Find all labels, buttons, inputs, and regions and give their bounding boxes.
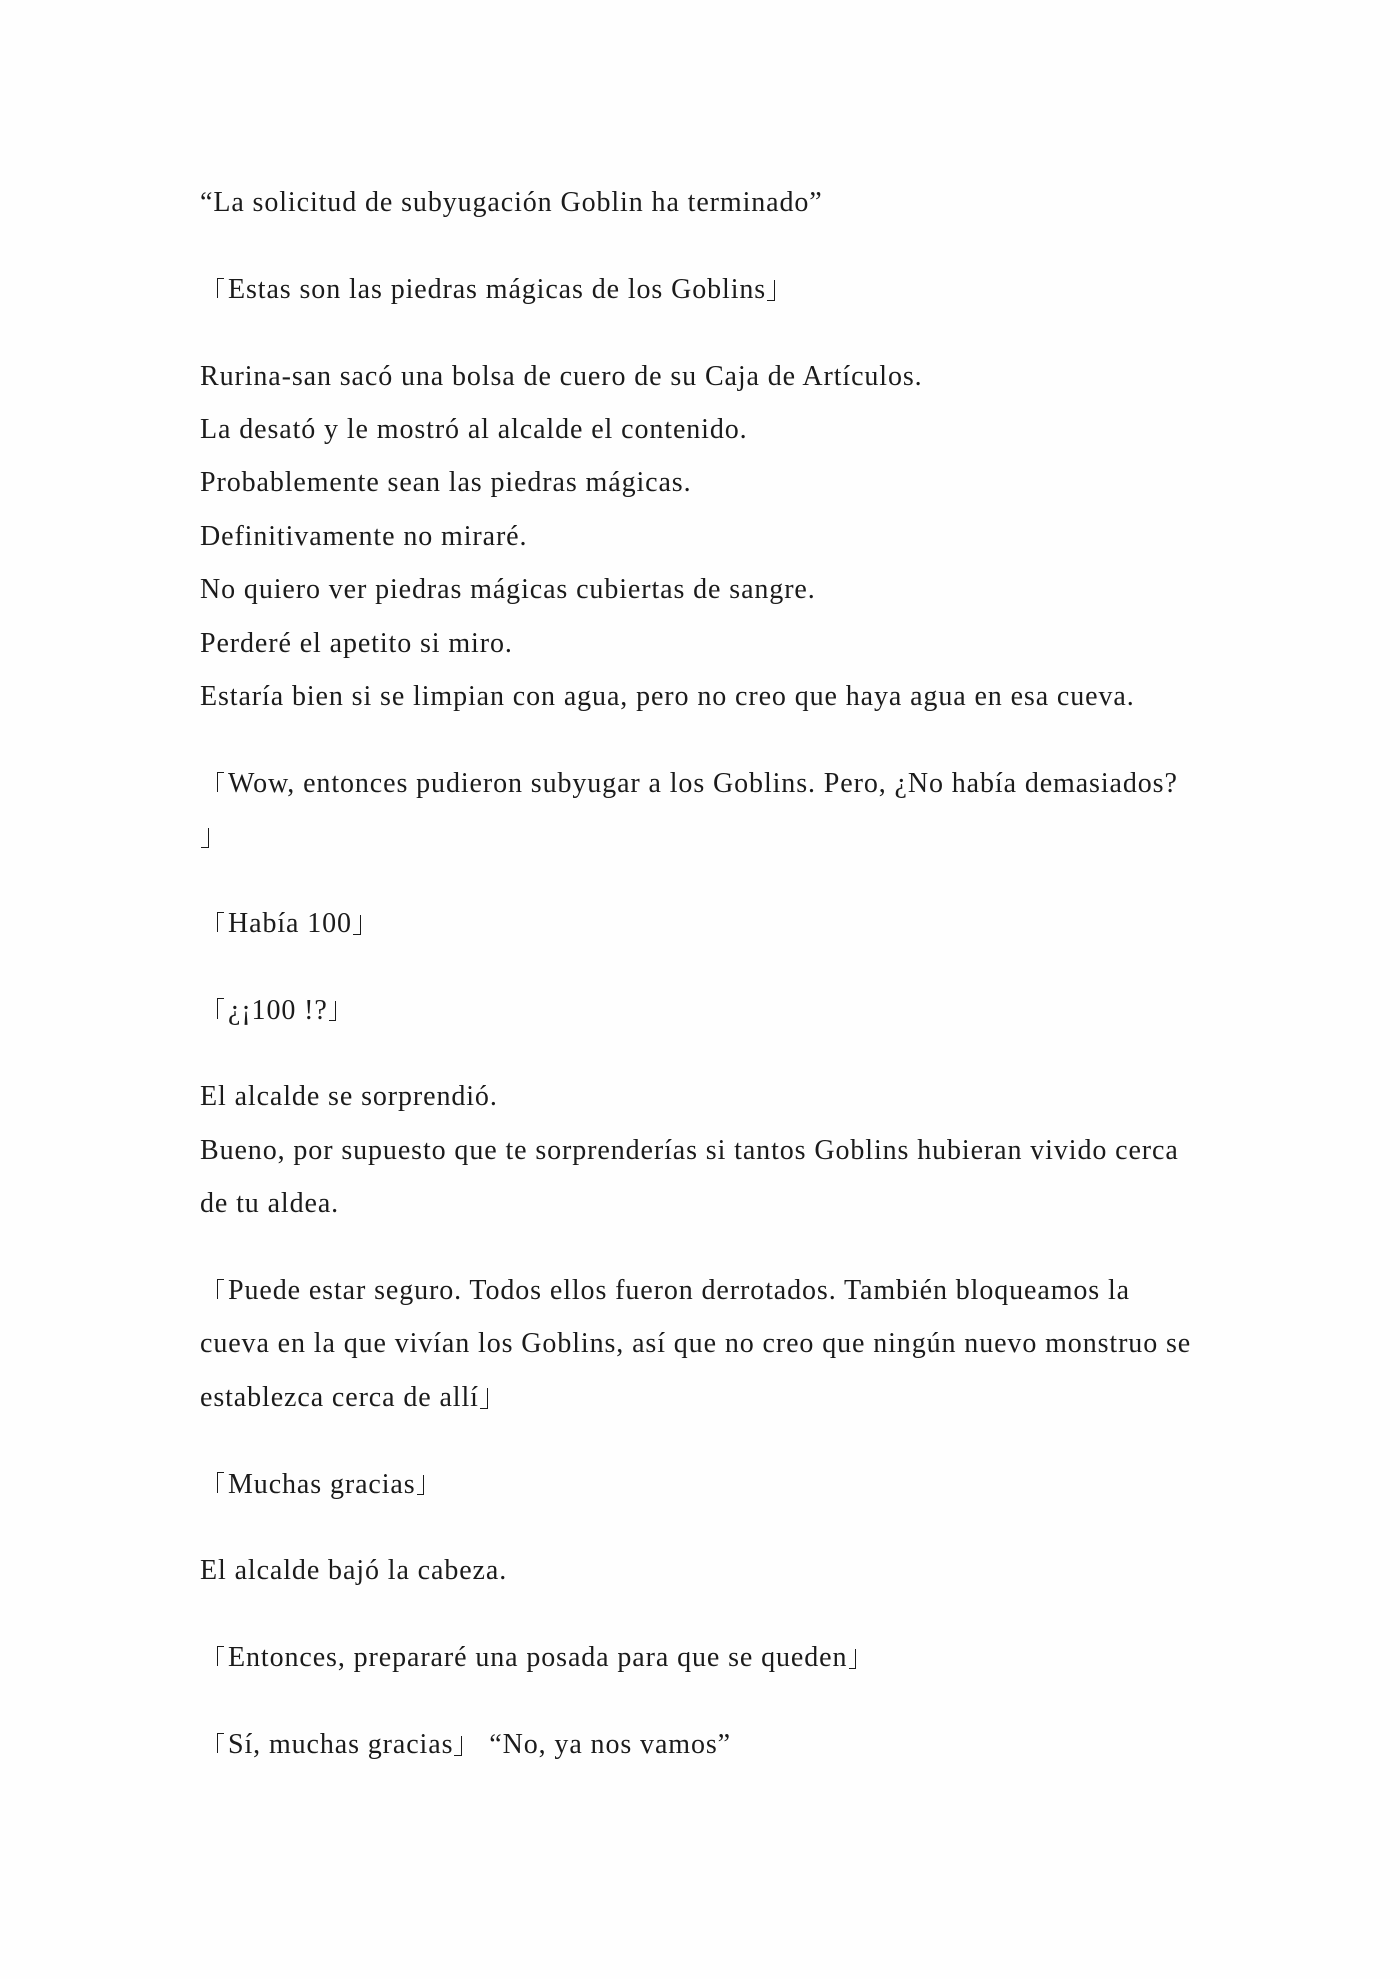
close-corner-bracket [352, 915, 380, 935]
narration-block [200, 1070, 1400, 1230]
open-corner-bracket [200, 278, 228, 298]
dialogue-line: ¿¡100 !? [200, 984, 1400, 1037]
narration-block [200, 350, 1400, 724]
dialogue-block [200, 984, 1400, 1037]
narration-line: El alcalde bajó la cabeza. [200, 1555, 508, 1587]
narration-line: Perderé el apetito si miro. [200, 627, 513, 659]
dialogue-line [200, 810, 1400, 863]
close-corner-bracket [766, 280, 794, 300]
dialogue-line: Puede estar seguro. Todos ellos fueron derrotados. También bloqueamos la [200, 1264, 1400, 1317]
dialogue-line: Wow, entonces pudieron subyugar a los Goblins. Pero, ¿No había demasiados? [200, 757, 1400, 810]
dialogue-line: “La solicitud de subyugación Goblin ha terminado” [200, 187, 823, 218]
dialogue-line: Había 100 [200, 897, 1400, 950]
narration-block [200, 1544, 1400, 1597]
narration-line: Bueno, por supuesto que te sorprenderías si tantos Goblins hubieran vivido cerca [200, 1134, 1179, 1166]
close-corner-bracket [453, 1736, 481, 1756]
dialogue-block [200, 1631, 1400, 1684]
dialogue-block [200, 757, 1400, 864]
narration-line: El alcalde se sorprendió. [200, 1081, 498, 1113]
open-corner-bracket [200, 1472, 228, 1492]
narration-line: La desató y le mostró al alcalde el contenido. [200, 413, 748, 445]
dialogue-block [200, 263, 1400, 316]
narration-line: Estaría bien si se limpian con agua, pero no creo que haya agua en esa cueva. [200, 680, 1135, 712]
open-corner-bracket [200, 1733, 228, 1753]
dialogue-line: Estas son las piedras mágicas de los Goblins [200, 263, 1400, 316]
dialogue-line: Sí, muchas gracias “No, ya nos vamos” [200, 1718, 1400, 1771]
close-corner-bracket [200, 828, 228, 848]
dialogue-block [200, 176, 1400, 229]
dialogue-block [200, 897, 1400, 950]
narration-line: de tu aldea. [200, 1188, 340, 1220]
dialogue-block [200, 1718, 1400, 1771]
open-corner-bracket [200, 912, 228, 932]
open-corner-bracket [200, 772, 228, 792]
narration-line: Probablemente sean las piedras mágicas. [200, 467, 692, 499]
dialogue-line: Entonces, prepararé una posada para que se queden [200, 1631, 1400, 1684]
close-corner-bracket [416, 1475, 444, 1495]
dialogue-line: Muchas gracias [200, 1458, 1400, 1511]
open-corner-bracket [200, 998, 228, 1018]
dialogue-block [200, 1264, 1400, 1424]
narration-line: No quiero ver piedras mágicas cubiertas de sangre. [200, 574, 816, 606]
narration-line: Rurina-san sacó una bolsa de cuero de su Caja de Artículos. [200, 360, 923, 392]
dialogue-line: establezca cerca de allí [200, 1371, 1400, 1424]
close-corner-bracket [328, 1001, 356, 1021]
dialogue-line: cueva en la que vivían los Goblins, así que no creo que ningún nuevo monstruo se [200, 1328, 1192, 1360]
open-corner-bracket [200, 1646, 228, 1666]
narration-line: Definitivamente no miraré. [200, 520, 528, 552]
close-corner-bracket [479, 1388, 507, 1408]
open-corner-bracket [200, 1279, 228, 1299]
close-corner-bracket [847, 1649, 875, 1669]
dialogue-block [200, 1458, 1400, 1511]
